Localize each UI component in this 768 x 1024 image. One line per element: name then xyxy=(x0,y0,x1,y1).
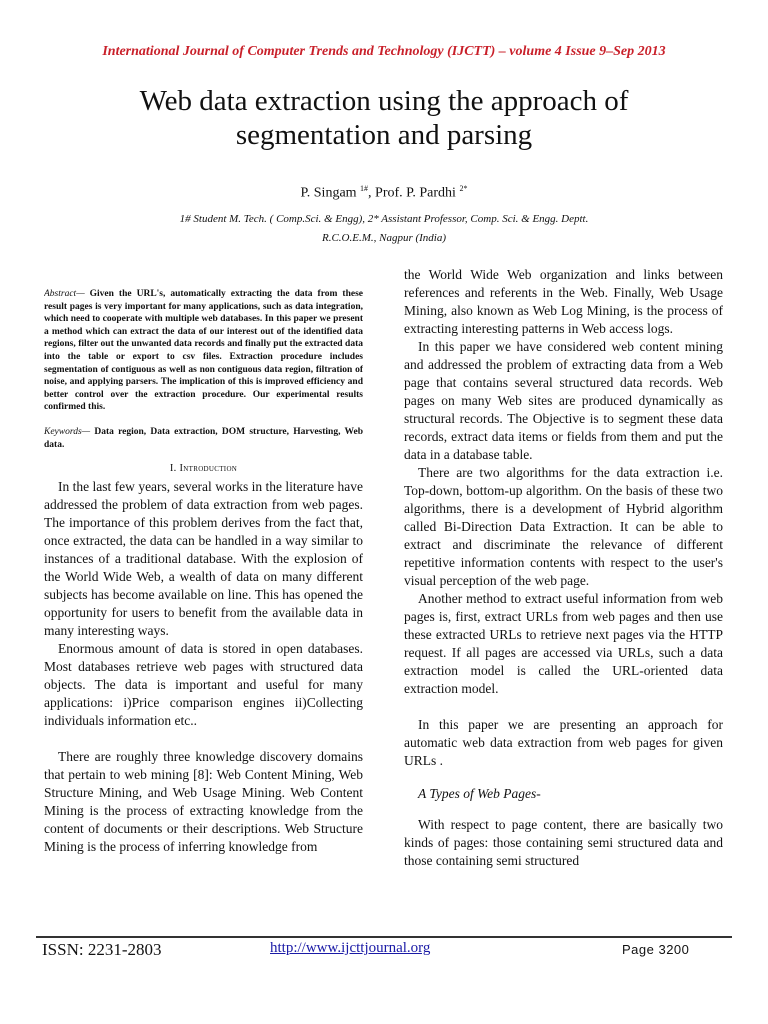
page-number: Page 3200 xyxy=(622,942,690,957)
author-1: P. Singam xyxy=(300,185,361,201)
keywords-label: Keywords xyxy=(44,426,82,437)
paragraph: Another method to extract useful information from web pages is, first, extract URLs from web pages and then use these extracted URLs to retrieve next pages via the HTTP request. If all pages are accessed via URLs, such a data extraction model is called the URL-oriented data extraction model. xyxy=(404,591,723,696)
journal-link[interactable]: http://www.ijcttjournal.org xyxy=(270,940,431,956)
paragraph: With respect to page content, there are basically two kinds of pages: those containing semi structured data and those containing semi structured xyxy=(404,817,723,868)
abstract xyxy=(44,288,363,414)
paragraph: In this paper we are presenting an approach for automatic web data extraction from web pages for given URLs . xyxy=(404,717,723,768)
paragraph: the World Wide Web organization and links between references and referents in the Web. Finally, Web Usage Mining, also known as Web Log Mining, is the process of extracting interesting patterns in Web access logs. xyxy=(404,267,723,336)
paragraph: There are roughly three knowledge discovery domains that pertain to web mining [8]: Web Content Mining, Web Structure Mining, and Web Usage Mining. Web Content Mining is the process of extracting knowledge from the content of documents or their descriptions. Web Structure Mining is the process of inferring knowledge from xyxy=(44,749,363,855)
paragraph: In the last few years, several works in the literature have addressed the problem of data extraction from web pages. The importance of this problem derives from the fact that, once extracted, the data can be handled in a way similar to instances of a traditional database. With the explosion of the World Wide Web, a wealth of data on many different subjects has become available on line. This has opened the opportunity for users to benefit from the available data in many interesting ways. xyxy=(44,479,363,639)
title-line-1: Web data extraction using the approach of xyxy=(139,85,629,117)
paragraph: Enormous amount of data is stored in open databases. Most databases retrieve web pages with structured data objects. The data is important and useful for many applications: i)Price comparison engines ii)Collecting individuals information etc.. xyxy=(44,641,363,729)
paragraph: In this paper we have considered web content mining and addressed the problem of extracting data from a Web page that contains several structured data records. Web pages on many Web sites are produced dynamically as structural records. The Objective is to segment these data records, extract data items or fields from them and put the data in a database table. xyxy=(404,339,723,462)
abstract-label: Abstract xyxy=(44,289,77,299)
author-1-marker: 1# xyxy=(360,184,369,193)
affiliations xyxy=(60,210,708,248)
paragraph: There are two algorithms for the data extraction i.e. Top-down, bottom-up algorithm. On the basis of these two algorithms, there is a development of Hybrid algorithm called Bi-Direction Data Extraction. It can be able to extract and discriminate the relevance of different repetitive information contents with respect to the user's visual perception of the web page. xyxy=(404,465,723,588)
abstract-dash: — xyxy=(76,289,90,299)
subsection-heading: A Types of Web Pages- xyxy=(418,786,541,801)
keywords-text: Data region, Data extraction, DOM structure, Harvesting, Web data. xyxy=(44,426,363,450)
title-line-2: segmentation and parsing xyxy=(235,119,533,151)
authors xyxy=(0,184,768,202)
abstract-text: Given the URL's, automatically extracting the data from these result pages is very important for many applications, such as data integration, which need to cooperate with multiple web databases. In this paper we present a method which can extract the data of our interest out of the identified data regions, filter out the unwanted data records and finally put the extracted data into the table or export to csv files. Extraction procedure includes segmentation of contiguous as well as non contiguous data region, filtration of noise, and applying parsers. The implication of this is improved efficiency and better control over the extraction procedure. Our experimental results confirmed this. xyxy=(44,289,363,413)
author-separator: , Prof. P. Pardhi xyxy=(368,185,460,201)
section-numeral: I. xyxy=(169,463,180,475)
keywords xyxy=(44,426,363,451)
section-heading-introduction xyxy=(44,463,363,474)
left-column xyxy=(44,262,363,922)
keywords-dash: — xyxy=(81,426,95,437)
journal-header: International Journal of Computer Trends and Technology (IJCTT) – volume 4 Issue 9–Sep 2013 xyxy=(102,44,666,59)
paper-title xyxy=(60,84,708,152)
affiliation-line-1: 1# Student M. Tech. ( Comp.Sci. & Engg), 2* Assistant Professor, Comp. Sci. & Engg. Deptt. xyxy=(179,213,589,225)
affiliation-line-2: R.C.O.E.M., Nagpur (India) xyxy=(321,232,447,244)
author-2-marker: 2* xyxy=(459,184,468,193)
footer-issn: ISSN: 2231-2803 xyxy=(42,940,162,959)
section-title: Introduction xyxy=(179,463,238,475)
right-column xyxy=(404,266,723,926)
footer-divider xyxy=(36,936,732,938)
